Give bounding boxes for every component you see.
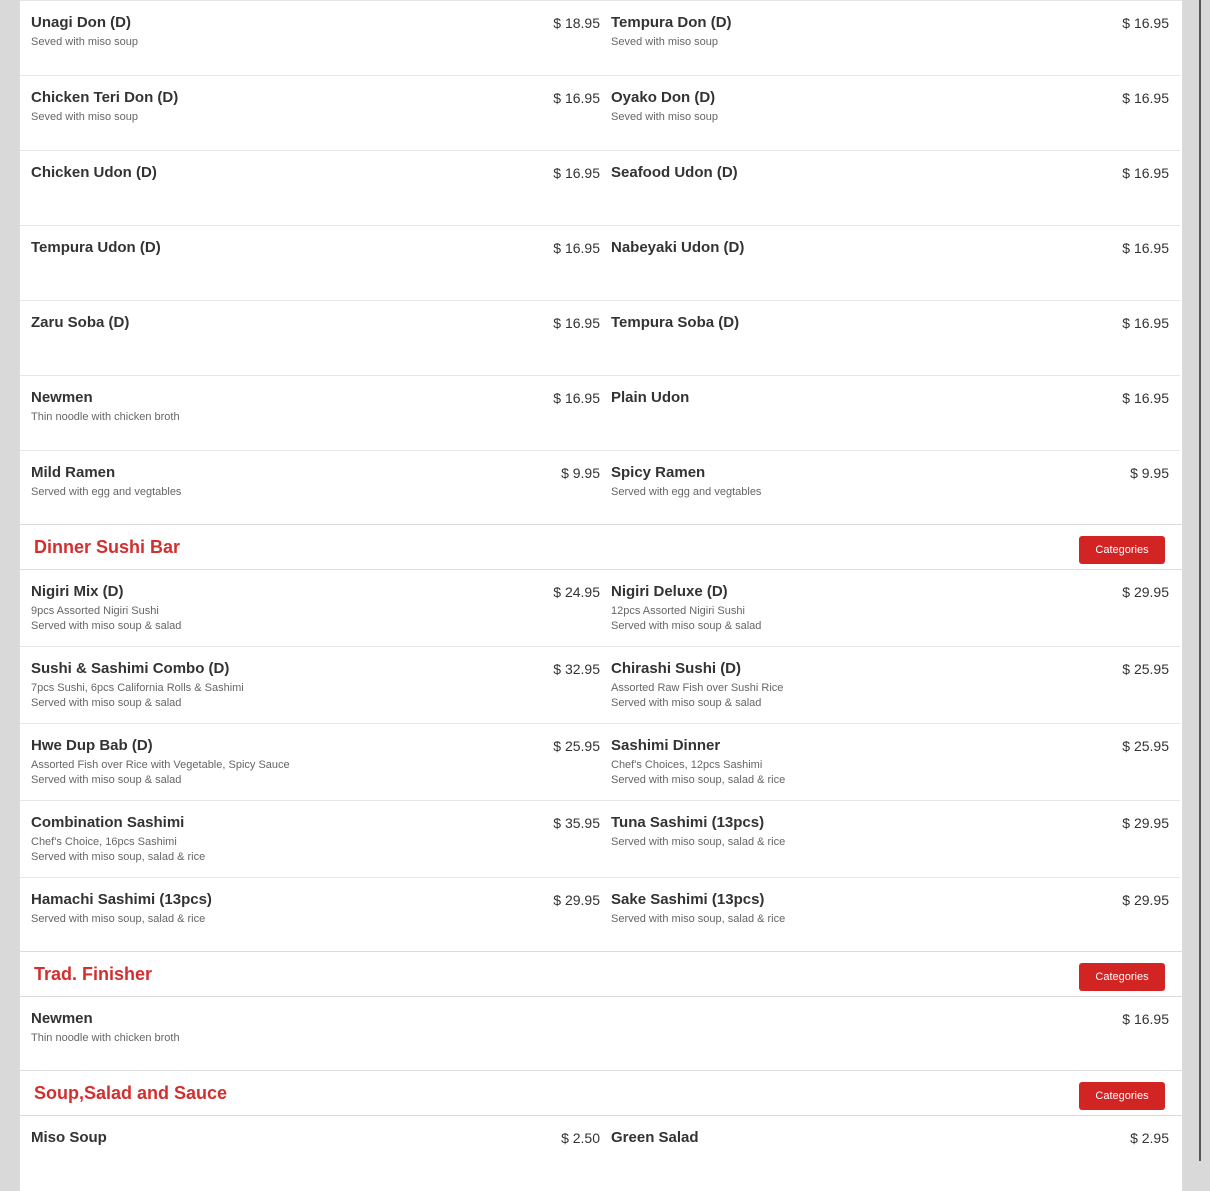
category-title: Dinner Sushi Bar (34, 537, 181, 557)
item-description-line: Served with miso soup, salad & rice (31, 851, 206, 863)
item-name: Green Salad (611, 1129, 699, 1146)
item-description-line: Served with miso soup & salad (31, 774, 182, 786)
menu-item[interactable] (20, 76, 600, 151)
item-name: Sashimi Dinner (611, 737, 721, 754)
menu-item[interactable] (600, 151, 1180, 226)
item-name: Sake Sashimi (13pcs) (611, 891, 765, 908)
item-description (611, 758, 1169, 788)
item-name: Sushi & Sashimi Combo (D) (31, 660, 230, 677)
item-description (31, 604, 589, 634)
item-description (611, 604, 1169, 634)
menu-item[interactable] (20, 1116, 600, 1191)
item-price: $ 9.95 (1130, 465, 1169, 481)
item-name: Plain Udon (611, 389, 690, 406)
menu-item[interactable] (20, 151, 600, 226)
item-description-line: Served with miso soup & salad (31, 697, 182, 709)
menu-item[interactable] (600, 1116, 1180, 1191)
item-description: Served with miso soup, salad & rice (611, 836, 786, 848)
item-price: $ 16.95 (1122, 15, 1169, 31)
category-header-soup-salad-sauce (20, 1070, 1182, 1116)
item-name: Zaru Soba (D) (31, 314, 130, 331)
item-description: Served with egg and vegtables (611, 486, 762, 498)
menu-item[interactable] (600, 801, 1180, 878)
item-description: Served with miso soup, salad & rice (611, 913, 786, 925)
item-price: $ 29.95 (553, 892, 600, 908)
menu-item[interactable] (20, 997, 1180, 1070)
item-name: Tempura Soba (D) (611, 314, 740, 331)
item-price: $ 35.95 (553, 815, 600, 831)
category-header-trad-finisher (20, 951, 1182, 997)
menu-item[interactable] (600, 76, 1180, 151)
item-description: Thin noodle with chicken broth (31, 411, 180, 423)
menu-item[interactable] (600, 570, 1180, 647)
item-price: $ 9.95 (561, 465, 600, 481)
item-price: $ 29.95 (1122, 584, 1169, 600)
menu-item[interactable] (600, 878, 1180, 951)
item-price: $ 2.95 (1130, 1130, 1169, 1146)
menu-panel (19, 0, 1183, 1191)
item-description-line: 7pcs Sushi, 6pcs California Rolls & Sashimi (31, 682, 244, 694)
menu-item[interactable] (20, 724, 600, 801)
menu-item[interactable] (20, 376, 600, 451)
item-name: Chicken Teri Don (D) (31, 89, 179, 106)
item-price: $ 18.95 (553, 15, 600, 31)
item-price: $ 16.95 (553, 390, 600, 406)
item-name: Newmen (31, 389, 93, 406)
item-description-line: Chef's Choice, 16pcs Sashimi (31, 836, 177, 848)
menu-item[interactable] (600, 301, 1180, 376)
item-name: Chirashi Sushi (D) (611, 660, 742, 677)
category-title: Trad. Finisher (34, 964, 153, 984)
menu-item[interactable] (20, 451, 600, 524)
item-price: $ 16.95 (1122, 165, 1169, 181)
item-description: Seved with miso soup (611, 111, 718, 123)
item-name: Oyako Don (D) (611, 89, 716, 106)
categories-button[interactable]: Categories (1079, 963, 1165, 991)
item-price: $ 16.95 (1122, 1011, 1169, 1027)
item-price: $ 24.95 (553, 584, 600, 600)
category-title: Soup,Salad and Sauce (34, 1083, 228, 1103)
menu-item[interactable] (600, 376, 1180, 451)
item-description: Seved with miso soup (31, 111, 138, 123)
menu-item[interactable] (600, 724, 1180, 801)
item-description: Served with miso soup, salad & rice (31, 913, 206, 925)
menu-item[interactable] (20, 878, 600, 951)
item-price: $ 25.95 (1122, 661, 1169, 677)
menu-item[interactable] (600, 226, 1180, 301)
item-name: Tempura Udon (D) (31, 239, 161, 256)
categories-button[interactable]: Categories (1079, 1082, 1165, 1110)
item-description (31, 681, 589, 711)
menu-grid-trad-finisher (20, 997, 1182, 1070)
menu-item[interactable] (20, 647, 600, 724)
item-description (31, 835, 589, 865)
window-edge (1199, 0, 1201, 1161)
item-description (611, 681, 1169, 711)
item-description: Thin noodle with chicken broth (31, 1032, 180, 1044)
item-price: $ 16.95 (553, 240, 600, 256)
item-name: Hamachi Sashimi (13pcs) (31, 891, 212, 908)
item-name: Nabeyaki Udon (D) (611, 239, 745, 256)
item-description: Seved with miso soup (611, 36, 718, 48)
item-price: $ 29.95 (1122, 815, 1169, 831)
item-name: Nigiri Deluxe (D) (611, 583, 728, 600)
item-price: $ 16.95 (1122, 315, 1169, 331)
item-name: Mild Ramen (31, 464, 116, 481)
item-description-line: Served with miso soup & salad (611, 620, 762, 632)
item-name: Seafood Udon (D) (611, 164, 738, 181)
item-price: $ 16.95 (1122, 90, 1169, 106)
category-header-dinner-sushi-bar (20, 524, 1182, 570)
item-description-line: Chef's Choices, 12pcs Sashimi (611, 759, 763, 771)
menu-item[interactable] (20, 570, 600, 647)
item-price: $ 16.95 (1122, 240, 1169, 256)
menu-item[interactable] (600, 1, 1180, 76)
item-price: $ 29.95 (1122, 892, 1169, 908)
item-description: Served with egg and vegtables (31, 486, 182, 498)
item-price: $ 32.95 (553, 661, 600, 677)
item-description-line: Served with miso soup & salad (31, 620, 182, 632)
item-name: Chicken Udon (D) (31, 164, 157, 181)
item-description (31, 758, 589, 788)
menu-item[interactable] (20, 1, 600, 76)
item-name: Unagi Don (D) (31, 14, 131, 31)
item-name: Hwe Dup Bab (D) (31, 737, 153, 754)
item-price: $ 16.95 (553, 90, 600, 106)
item-name: Tuna Sashimi (13pcs) (611, 814, 765, 831)
item-description-line: Served with miso soup, salad & rice (611, 774, 786, 786)
item-name: Nigiri Mix (D) (31, 583, 124, 600)
menu-item[interactable] (600, 451, 1180, 524)
item-description-line: Assorted Raw Fish over Sushi Rice (611, 682, 784, 694)
menu-grid-soup-salad-sauce (20, 1116, 1182, 1191)
menu-item[interactable] (20, 226, 600, 301)
item-name: Newmen (31, 1010, 93, 1027)
item-name: Combination Sashimi (31, 814, 185, 831)
item-price: $ 16.95 (553, 315, 600, 331)
item-price: $ 16.95 (553, 165, 600, 181)
menu-item[interactable] (20, 801, 600, 878)
menu-grid-dinner-sushi-bar (20, 570, 1182, 951)
item-price: $ 16.95 (1122, 390, 1169, 406)
item-description-line: 12pcs Assorted Nigiri Sushi (611, 605, 745, 617)
item-description-line: 9pcs Assorted Nigiri Sushi (31, 605, 159, 617)
menu-item[interactable] (600, 647, 1180, 724)
item-price: $ 2.50 (561, 1130, 600, 1146)
item-price: $ 25.95 (1122, 738, 1169, 754)
item-description-line: Assorted Fish over Rice with Vegetable, Spicy Sauce (31, 759, 290, 771)
menu-item[interactable] (20, 301, 600, 376)
item-name: Miso Soup (31, 1129, 107, 1146)
item-price: $ 25.95 (553, 738, 600, 754)
item-description: Seved with miso soup (31, 36, 138, 48)
menu-grid-noodles (20, 1, 1182, 524)
item-name: Spicy Ramen (611, 464, 706, 481)
categories-button[interactable]: Categories (1079, 536, 1165, 564)
item-description-line: Served with miso soup & salad (611, 697, 762, 709)
item-name: Tempura Don (D) (611, 14, 732, 31)
